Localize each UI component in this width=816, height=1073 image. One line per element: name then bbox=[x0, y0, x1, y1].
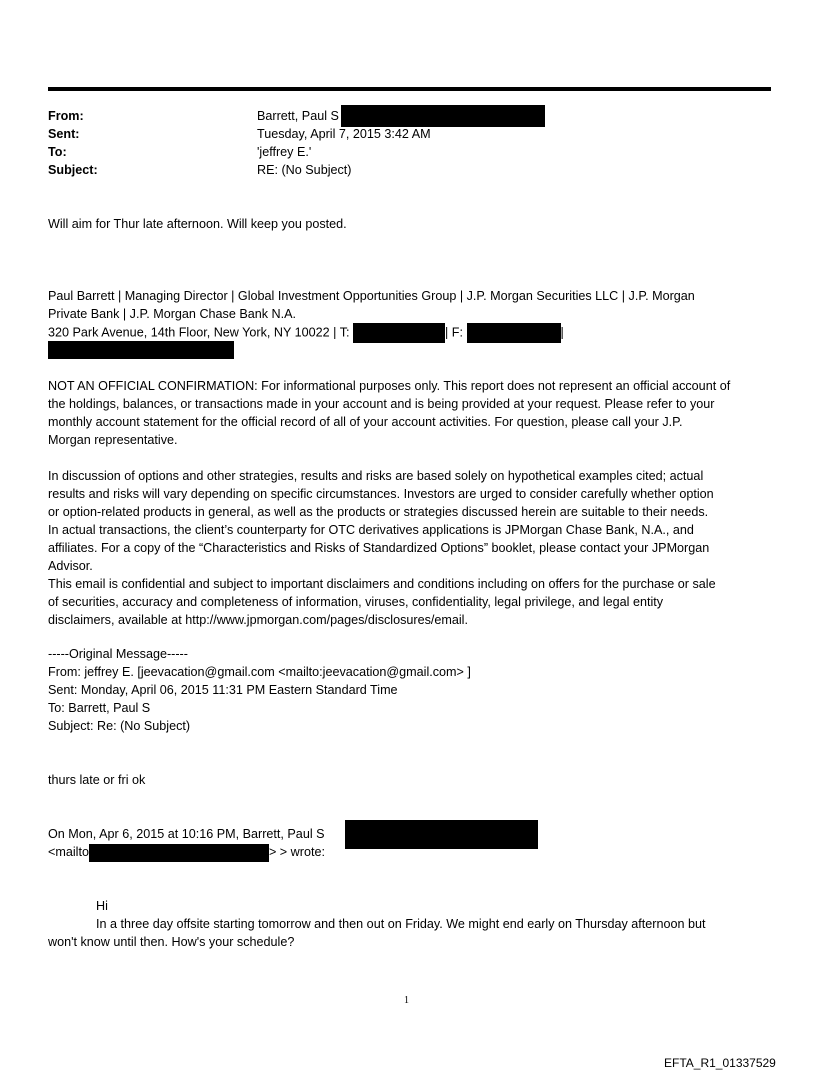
disclaimer-confirmation bbox=[48, 377, 774, 449]
header-rule bbox=[48, 87, 771, 91]
redaction-fax bbox=[467, 323, 561, 343]
disclaimer-line: the holdings, balances, or transactions made in your account and is being provided at your request. Please refer to your bbox=[48, 397, 715, 411]
redaction-from-email bbox=[341, 105, 545, 127]
bates-number: EFTA_R1_01337529 bbox=[664, 1056, 776, 1070]
signature-line-2: Private Bank | J.P. Morgan Chase Bank N.A. bbox=[48, 307, 297, 321]
redaction-quote-email bbox=[345, 820, 538, 849]
signature-line-3 bbox=[48, 323, 564, 343]
disclaimer-line: or option-related products in general, as well as the products or strategies discussed herein are suitable to their needs. bbox=[48, 505, 709, 519]
original-message-line: Sent: Monday, April 06, 2015 11:31 PM Eastern Standard Time bbox=[48, 683, 398, 697]
body-message: Will aim for Thur late afternoon. Will keep you posted. bbox=[48, 217, 347, 231]
disclaimer-line: In actual transactions, the client’s counterparty for OTC derivatives applications is JPMorgan Chase Bank, N.A., and bbox=[48, 523, 694, 537]
quote-header-line-2 bbox=[48, 843, 325, 862]
quote-wrote-text: > > wrote: bbox=[268, 845, 325, 859]
signature-fax-label: | F: bbox=[445, 325, 467, 340]
disclaimer-options bbox=[48, 467, 774, 629]
quote-header-line-1 bbox=[48, 825, 325, 843]
disclaimer-line: In discussion of options and other strategies, results and risks are based solely on hypothetical examples cited; actual bbox=[48, 469, 704, 483]
sent-label: Sent: bbox=[48, 127, 80, 141]
signature-separator: | bbox=[560, 325, 564, 340]
original-message-line: From: jeffrey E. [jeevacation@gmail.com <mailto:jeevacation@gmail.com> ] bbox=[48, 665, 471, 679]
redaction-signature-email bbox=[48, 341, 234, 359]
disclaimer-line: disclaimers, available at http://www.jpmorgan.com/pages/disclosures/email. bbox=[48, 613, 468, 627]
disclaimer-line: affiliates. For a copy of the “Characteristics and Risks of Standardized Options” booklet, please contact your JPMorgan bbox=[48, 541, 710, 555]
sent-value: Tuesday, April 7, 2015 3:42 AM bbox=[257, 127, 431, 141]
from-label: From: bbox=[48, 109, 84, 123]
disclaimer-line: of securities, accuracy and completeness of information, viruses, confidentiality, legal privilege, and legal entity bbox=[48, 595, 664, 609]
signature-line-1: Paul Barrett | Managing Director | Global Investment Opportunities Group | J.P. Morgan Securities LLC | J.P. Morgan bbox=[48, 289, 695, 303]
quoted-greeting: Hi bbox=[96, 899, 108, 913]
reply-message: thurs late or fri ok bbox=[48, 773, 146, 787]
original-message-line: To: Barrett, Paul S bbox=[48, 701, 151, 715]
subject-value: RE: (No Subject) bbox=[257, 163, 352, 177]
signature-address: 320 Park Avenue, 14th Floor, New York, NY 10022 | T: bbox=[48, 325, 354, 340]
redaction-phone bbox=[353, 323, 445, 343]
disclaimer-line: monthly account statement for the official record of all of your account activities. For question, please call your J.P. bbox=[48, 415, 683, 429]
to-value: 'jeffrey E.' bbox=[257, 145, 312, 159]
disclaimer-line: Morgan representative. bbox=[48, 433, 178, 447]
quote-header-text: On Mon, Apr 6, 2015 at 10:16 PM, Barrett, Paul S bbox=[48, 827, 325, 841]
original-message-header bbox=[48, 645, 774, 735]
disclaimer-line: This email is confidential and subject to important disclaimers and conditions including on offers for the purchase or sale bbox=[48, 577, 716, 591]
disclaimer-line: NOT AN OFFICIAL CONFIRMATION: For informational purposes only. This report does not represent an official account of bbox=[48, 379, 731, 393]
quoted-line-1: In a three day offsite starting tomorrow and then out on Friday. We might end early on Thursday afternoon but bbox=[96, 917, 706, 931]
to-label: To: bbox=[48, 145, 67, 159]
from-value: Barrett, Paul S bbox=[257, 109, 339, 123]
redaction-mailto bbox=[89, 844, 269, 862]
page-number: 1 bbox=[404, 995, 409, 1006]
quoted-line-2: won't know until then. How's your schedule? bbox=[48, 935, 295, 949]
subject-label: Subject: bbox=[48, 163, 98, 177]
original-message-line: Subject: Re: (No Subject) bbox=[48, 719, 191, 733]
disclaimer-line: Advisor. bbox=[48, 559, 93, 573]
original-message-line: -----Original Message----- bbox=[48, 647, 188, 661]
quote-mailto-text: <mailto bbox=[48, 845, 89, 859]
disclaimer-line: results and risks will vary depending on specific circumstances. Investors are urged to consider carefully whether option bbox=[48, 487, 714, 501]
